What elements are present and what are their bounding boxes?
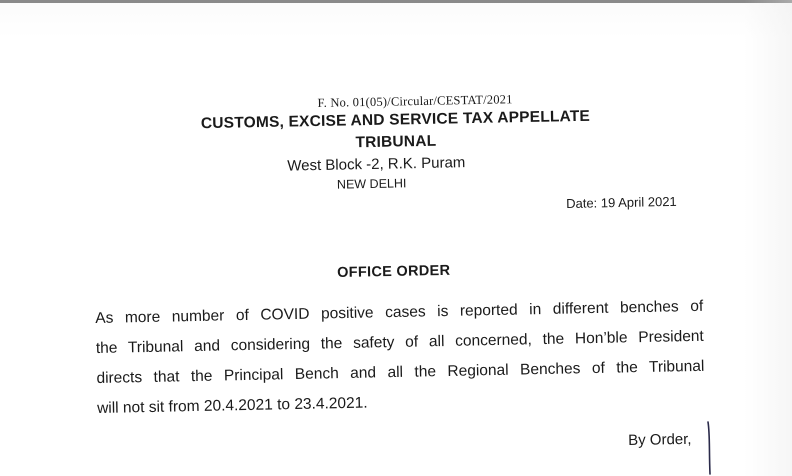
- file-number: F. No. 01(05)/Circular/CESTAT/2021: [317, 92, 513, 110]
- order-body: [95, 292, 705, 424]
- order-date: Date: 19 April 2021: [566, 193, 677, 211]
- body-line: the Tribunal and considering the safety of all concerned, the Hon’ble President: [95, 327, 704, 357]
- order-title: OFFICE ORDER: [337, 262, 451, 281]
- address-line-2: NEW DELHI: [336, 176, 407, 192]
- address-line-1: West Block -2, R.K. Puram: [287, 154, 466, 175]
- body-line: will not sit from 20.4.2021 to 23.4.2021.: [96, 394, 368, 417]
- scan-right-shadow: [744, 0, 792, 476]
- letterhead: [160, 89, 632, 197]
- scan-top-edge: [0, 0, 792, 3]
- closing-text: By Order,: [628, 430, 692, 449]
- body-line: directs that the Principal Bench and all the Regional Benches of the Tribunal: [96, 357, 705, 387]
- body-line: As more number of COVID positive cases is reported in different benches of: [95, 297, 704, 327]
- organization-name: CUSTOMS, EXCISE AND SERVICE TAX APPELLATE TRIBUNAL: [200, 107, 591, 152]
- signature-mark: [704, 420, 744, 476]
